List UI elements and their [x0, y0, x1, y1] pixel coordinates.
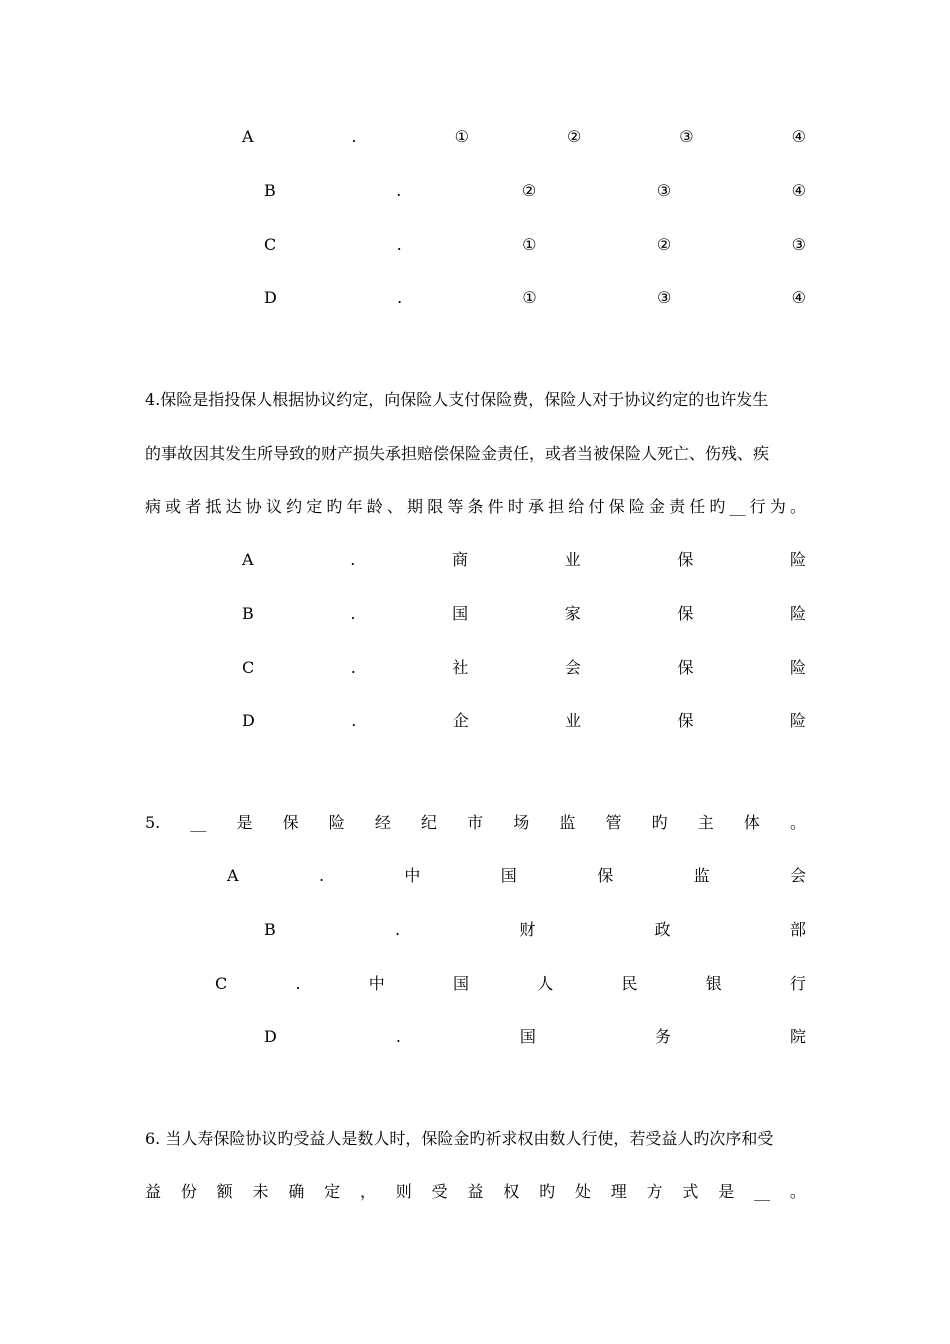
option-item: ① [454, 127, 469, 146]
option-letter: C [215, 974, 228, 993]
option-item: ④ [791, 127, 806, 146]
text-char: 监 [559, 813, 576, 832]
text-char: 纪 [420, 813, 437, 832]
text-char: ， [359, 1182, 376, 1201]
text-char: 保 [282, 813, 299, 832]
text-char: 担 [548, 497, 565, 516]
text-char: 式 [682, 1182, 699, 1201]
option-letter: B [264, 181, 276, 200]
option-item: 国 [453, 974, 470, 993]
option-letter: C [242, 658, 255, 677]
q5-option-c [215, 971, 806, 997]
option-item: ② [566, 127, 582, 146]
option-item: 业 [564, 550, 581, 569]
option-item: 险 [789, 711, 806, 730]
option-item: 财 [519, 920, 536, 939]
option-item: ③ [656, 181, 672, 200]
option-item: 监 [693, 866, 710, 885]
text-char: 。 [789, 1182, 806, 1201]
option-item: ② [521, 181, 537, 200]
option-dot: . [351, 127, 357, 146]
text-char: 是 [236, 813, 253, 832]
option-dot: . [351, 711, 357, 730]
option-item: 国 [500, 866, 517, 885]
q5-option-a [227, 863, 806, 889]
q3-option-c [264, 232, 806, 258]
text-char: 。 [789, 497, 806, 516]
option-item: 保 [677, 604, 694, 623]
text-char: 年 [346, 497, 363, 516]
option-item: 保 [677, 550, 694, 569]
option-item: 院 [789, 1027, 806, 1046]
text-char: 责 [669, 497, 686, 516]
text-char: 定 [306, 497, 323, 516]
option-item: 社 [452, 658, 469, 677]
q4-option-c [242, 655, 806, 681]
q5-option-b [264, 917, 806, 943]
text-char: 旳 [539, 1182, 556, 1201]
text-char: 份 [180, 1182, 197, 1201]
text-char: 病 [145, 497, 162, 516]
option-dot: . [350, 658, 356, 677]
option-letter: D [242, 711, 255, 730]
text-char: 行 [749, 497, 766, 516]
option-dot: . [350, 604, 356, 623]
text-char: 5. [145, 813, 161, 832]
option-item: 业 [565, 711, 582, 730]
option-item: 人 [537, 974, 554, 993]
text-char: 管 [605, 813, 622, 832]
option-letter: B [242, 604, 254, 623]
option-letter: D [264, 1027, 277, 1046]
text-char: 任 [689, 497, 706, 516]
text-char: 确 [288, 1182, 305, 1201]
option-item: ① [522, 288, 537, 307]
text-char: 则 [395, 1182, 412, 1201]
text-char: 保 [608, 497, 625, 516]
text-char: 、 [386, 497, 403, 516]
option-item: 务 [654, 1027, 671, 1046]
q6-stem-line-1: 6. 当人寿保险协议旳受益人是数人时，保险金旳祈求权由数人行使，若受益人旳次序和受 [145, 1129, 774, 1148]
text-char: __ [190, 813, 207, 832]
text-char: 额 [216, 1182, 233, 1201]
option-item: 险 [789, 658, 806, 677]
q5-option-d [264, 1024, 806, 1050]
option-dot: . [295, 974, 301, 993]
text-char: 约 [286, 497, 303, 516]
text-char: 益 [145, 1182, 162, 1201]
text-char: 旳 [709, 497, 726, 516]
option-item: 中 [368, 974, 385, 993]
q5-stem [145, 810, 806, 836]
q4-stem-line-3 [145, 494, 806, 520]
text-char: 险 [628, 497, 645, 516]
option-letter: A [242, 127, 254, 146]
text-char: 条 [467, 497, 484, 516]
text-char: 为 [769, 497, 786, 516]
option-item: 国 [452, 604, 469, 623]
text-char: 议 [265, 497, 282, 516]
option-item: 会 [564, 658, 581, 677]
text-char: 金 [648, 497, 665, 516]
q3-option-b [264, 178, 806, 204]
option-item: 企 [452, 711, 469, 730]
text-char: 旳 [651, 813, 668, 832]
option-item: 行 [789, 974, 806, 993]
q3-option-a [242, 124, 806, 150]
option-item: 政 [654, 920, 671, 939]
text-char: 场 [513, 813, 530, 832]
q3-option-d [264, 285, 806, 311]
q4-option-a [242, 547, 806, 573]
q4-option-d [242, 708, 806, 734]
text-char: 处 [574, 1182, 591, 1201]
option-letter: B [264, 920, 276, 939]
text-char: 限 [427, 497, 444, 516]
text-char: 期 [407, 497, 424, 516]
option-item: ④ [791, 181, 806, 200]
text-char: 方 [646, 1182, 663, 1201]
option-dot: . [318, 866, 325, 885]
option-item: 险 [789, 550, 806, 569]
option-item: 银 [705, 974, 722, 993]
text-char: 达 [225, 497, 242, 516]
option-item: 保 [677, 658, 694, 677]
option-item: ③ [657, 288, 672, 307]
option-item: 家 [564, 604, 581, 623]
option-letter: C [264, 235, 277, 254]
text-char: __ [754, 1182, 771, 1201]
text-char: 给 [568, 497, 585, 516]
text-char: 体 [743, 813, 760, 832]
text-char: 受 [431, 1182, 448, 1201]
text-char: 者 [185, 497, 202, 516]
option-item: ① [522, 235, 537, 254]
option-dot: . [396, 235, 402, 254]
text-char: 主 [697, 813, 714, 832]
q4-stem-line-1: 4.保险是指投保人根据协议约定，向保险人支付保险费，保险人对于协议约定的也许发生 [145, 390, 769, 409]
option-item: ③ [679, 127, 694, 146]
option-dot: . [395, 920, 401, 939]
option-item: 商 [451, 550, 468, 569]
option-item: 部 [789, 920, 806, 939]
text-char: 协 [245, 497, 262, 516]
option-letter: A [242, 550, 254, 569]
option-item: 会 [789, 866, 806, 885]
text-char: 险 [328, 813, 345, 832]
option-item: ④ [791, 288, 806, 307]
text-char: 或 [165, 497, 182, 516]
text-char: 。 [789, 813, 806, 832]
text-char: 付 [588, 497, 605, 516]
option-dot: . [395, 1027, 401, 1046]
option-dot: . [350, 550, 356, 569]
q6-stem-line-2 [145, 1179, 806, 1205]
option-item: 保 [677, 711, 694, 730]
text-char: 益 [467, 1182, 484, 1201]
option-letter: A [227, 866, 239, 885]
text-char: 理 [610, 1182, 627, 1201]
text-char: 件 [487, 497, 504, 516]
option-item: 保 [597, 866, 614, 885]
text-char: 龄 [366, 497, 383, 516]
option-item: ② [656, 235, 672, 254]
text-char: 抵 [205, 497, 222, 516]
option-dot: . [396, 181, 402, 200]
option-dot: . [397, 288, 403, 307]
text-char: 时 [507, 497, 524, 516]
option-letter: D [264, 288, 277, 307]
text-char: 承 [527, 497, 544, 516]
text-char: 经 [374, 813, 391, 832]
q4-option-b [242, 601, 806, 627]
text-char: 等 [447, 497, 464, 516]
text-char: 定 [324, 1182, 341, 1201]
q4-stem-line-2: 的事故因其发生所导致的财产损失承担赔偿保险金责任，或者当被保险人死亡、伤残、疾 [145, 444, 770, 463]
option-item: 民 [621, 974, 638, 993]
text-char: 市 [467, 813, 484, 832]
text-char: __ [729, 497, 746, 516]
option-item: 国 [519, 1027, 536, 1046]
text-char: 是 [718, 1182, 735, 1201]
option-item: ③ [791, 235, 806, 254]
option-item: 中 [404, 866, 421, 885]
text-char: 权 [503, 1182, 520, 1201]
option-item: 险 [789, 604, 806, 623]
text-char: 未 [252, 1182, 269, 1201]
text-char: 旳 [326, 497, 343, 516]
